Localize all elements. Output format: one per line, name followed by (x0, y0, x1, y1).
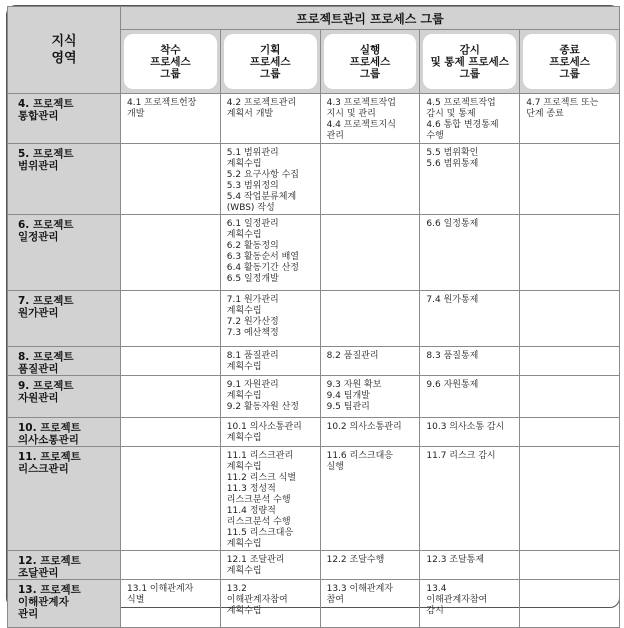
process-cell (121, 347, 221, 376)
process-cell (320, 144, 420, 215)
process-cell: 11.6 리스크대응 실행 (320, 447, 420, 551)
process-cell: 4.1 프로젝트헌장 개발 (121, 94, 221, 144)
process-cell: 12.2 조달수행 (320, 551, 420, 580)
process-cell (320, 291, 420, 347)
process-cell: 4.7 프로젝트 또는 단계 종료 (520, 94, 620, 144)
process-cell (520, 551, 620, 580)
process-cell: 9.3 자원 확보 9.4 팀개발 9.5 팀관리 (320, 376, 420, 418)
process-matrix-frame (6, 5, 620, 620)
process-cell: 13.3 이해관계자 참여 (320, 580, 420, 628)
process-cell (320, 215, 420, 291)
process-cell: 4.3 프로젝트작업 지시 및 관리 4.4 프로젝트지식 관리 (320, 94, 420, 144)
knowledge-area-label: 4. 프로젝트 통합관리 (8, 94, 121, 144)
knowledge-area-label: 9. 프로젝트 자원관리 (8, 376, 121, 418)
process-cell: 8.2 품질관리 (320, 347, 420, 376)
phase-label: 착수 프로세스 그룹 (124, 34, 217, 89)
knowledge-area-label: 11. 프로젝트 리스크관리 (8, 447, 121, 551)
phase-label: 종료 프로세스 그룹 (523, 34, 616, 89)
table-row (8, 580, 620, 628)
knowledge-area-label: 7. 프로젝트 원가관리 (8, 291, 121, 347)
process-cell: 5.1 범위관리 계획수립 5.2 요구사항 수집 5.3 범위정의 5.4 작업분류체계 (WBS) 작성 (220, 144, 320, 215)
process-cell (121, 418, 221, 447)
process-cell (520, 215, 620, 291)
knowledge-area-label: 10. 프로젝트 의사소통관리 (8, 418, 121, 447)
knowledge-area-label: 6. 프로젝트 일정관리 (8, 215, 121, 291)
process-group-title: 프로젝트관리 프로세스 그룹 (121, 7, 620, 30)
process-cell: 10.1 의사소통관리 계획수립 (220, 418, 320, 447)
process-cell: 12.3 조달통제 (420, 551, 520, 580)
process-cell: 10.3 의사소통 감시 (420, 418, 520, 447)
knowledge-area-label: 13. 프로젝트 이해관계자 관리 (8, 580, 121, 628)
process-cell (121, 144, 221, 215)
table-row (8, 94, 620, 144)
knowledge-area-label: 5. 프로젝트 범위관리 (8, 144, 121, 215)
process-cell: 6.6 일정통제 (420, 215, 520, 291)
process-cell (121, 376, 221, 418)
process-cell (520, 418, 620, 447)
process-cell: 7.4 원가통제 (420, 291, 520, 347)
process-cell: 7.1 원가관리 계획수립 7.2 원가산정 7.3 예산책정 (220, 291, 320, 347)
knowledge-area-label: 12. 프로젝트 조달관리 (8, 551, 121, 580)
process-cell: 9.6 자원통제 (420, 376, 520, 418)
phase-header-closing (520, 30, 620, 94)
process-cell (520, 376, 620, 418)
process-cell: 13.4 이해관계자참여 감시 (420, 580, 520, 628)
table-row (8, 447, 620, 551)
process-cell: 11.1 리스크관리 계획수립 11.2 리스크 식별 11.3 정성적 리스크분석 수행 11.4 정량적 리스크분석 수행 11.5 리스크대응 계획수립 (220, 447, 320, 551)
process-cell: 8.1 품질관리 계획수립 (220, 347, 320, 376)
process-cell (520, 447, 620, 551)
process-cell: 8.3 품질통제 (420, 347, 520, 376)
table-row (8, 551, 620, 580)
process-cell: 10.2 의사소통관리 (320, 418, 420, 447)
phase-header-planning (220, 30, 320, 94)
process-cell: 13.2 이해관계자참여 계획수립 (220, 580, 320, 628)
table-row (8, 144, 620, 215)
phase-label: 실행 프로세스 그룹 (324, 34, 417, 89)
matrix-body (8, 94, 620, 628)
process-cell (121, 447, 221, 551)
table-row (8, 291, 620, 347)
process-cell (121, 291, 221, 347)
table-row (8, 376, 620, 418)
table-row (8, 418, 620, 447)
process-cell (121, 215, 221, 291)
process-cell: 9.1 자원관리 계획수립 9.2 활동자원 산정 (220, 376, 320, 418)
table-row (8, 347, 620, 376)
process-cell: 4.2 프로젝트관리 계획서 개발 (220, 94, 320, 144)
phase-header-monitoring (420, 30, 520, 94)
knowledge-area-label: 8. 프로젝트 품질관리 (8, 347, 121, 376)
table-row (8, 215, 620, 291)
process-cell (520, 580, 620, 628)
process-cell: 6.1 일정관리 계획수립 6.2 활동정의 6.3 활동순서 배열 6.4 활동기간 산정 6.5 일정개발 (220, 215, 320, 291)
process-cell (520, 291, 620, 347)
phase-label: 감시 및 통제 프로세스 그룹 (423, 34, 516, 89)
process-cell (520, 144, 620, 215)
process-matrix-table (7, 6, 620, 628)
process-cell: 4.5 프로젝트작업 감시 및 통제 4.6 통합 변경통제 수행 (420, 94, 520, 144)
process-cell: 12.1 조달관리 계획수립 (220, 551, 320, 580)
phase-header-executing (320, 30, 420, 94)
phase-header-initiating (121, 30, 221, 94)
process-cell: 5.5 범위확인 5.6 범위통제 (420, 144, 520, 215)
process-cell: 11.7 리스크 감시 (420, 447, 520, 551)
process-cell (520, 347, 620, 376)
phase-label: 기획 프로세스 그룹 (224, 34, 317, 89)
knowledge-area-header: 지식 영역 (8, 7, 121, 94)
process-cell (121, 551, 221, 580)
process-cell: 13.1 이해관계자 식별 (121, 580, 221, 628)
